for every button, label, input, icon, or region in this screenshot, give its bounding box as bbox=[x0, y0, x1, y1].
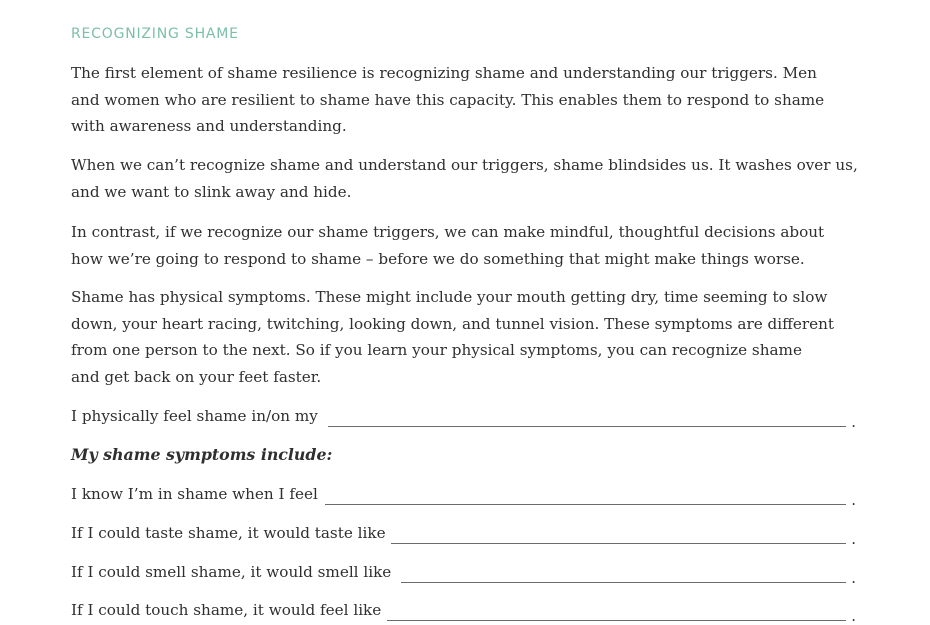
line-terminator: . bbox=[851, 413, 856, 431]
line-terminator: . bbox=[851, 607, 856, 625]
paragraph-line: how we’re going to respond to shame – before we do something that might make things worse. bbox=[71, 249, 805, 268]
shame-feel-field bbox=[71, 481, 866, 507]
shame-smell-label: If I could smell shame, it would smell like bbox=[71, 563, 392, 581]
shame-feel-input-line[interactable] bbox=[325, 504, 846, 505]
physical-feel-field bbox=[71, 403, 866, 429]
shame-taste-label: If I could taste shame, it would taste like bbox=[71, 524, 386, 542]
paragraph-intro bbox=[71, 60, 824, 140]
paragraph-contrast bbox=[71, 219, 824, 272]
shame-touch-input-line[interactable] bbox=[387, 620, 846, 621]
line-terminator: . bbox=[851, 491, 856, 509]
paragraph-line: from one person to the next. So if you learn your physical symptoms, you can recognize shame bbox=[71, 341, 802, 359]
line-terminator: . bbox=[851, 569, 856, 587]
paragraph-line: In contrast, if we recognize our shame triggers, we can make mindful, thoughtful decisions about bbox=[71, 223, 825, 241]
shame-smell-field bbox=[71, 559, 866, 585]
paragraph-line: and women who are resilient to shame have this capacity. This enables them to respond to shame bbox=[71, 90, 825, 109]
paragraph-line: down, your heart racing, twitching, looking down, and tunnel vision. These symptoms are different bbox=[71, 314, 835, 333]
paragraph-line: Shame has physical symptoms. These might include your mouth getting dry, time seeming to slow bbox=[71, 288, 828, 306]
shame-touch-field bbox=[71, 597, 866, 623]
paragraph-line: with awareness and understanding. bbox=[71, 117, 347, 135]
symptoms-subheading: My shame symptoms include: bbox=[71, 445, 333, 464]
paragraph-physical-symptoms bbox=[71, 284, 834, 390]
shame-touch-label: If I could touch shame, it would feel like bbox=[71, 601, 382, 619]
physical-feel-input-line[interactable] bbox=[328, 426, 846, 427]
physical-feel-label: I physically feel shame in/on my bbox=[71, 407, 318, 425]
shame-feel-label: I know I’m in shame when I feel bbox=[71, 485, 318, 503]
shame-smell-input-line[interactable] bbox=[401, 582, 846, 583]
paragraph-line: and we want to slink away and hide. bbox=[71, 182, 352, 201]
paragraph-blindsides bbox=[71, 152, 858, 205]
paragraph-line: When we can’t recognize shame and understand our triggers, shame blindsides us. It washes over us, bbox=[71, 156, 858, 174]
paragraph-line: The first element of shame resilience is recognizing shame and understanding our triggers. Men bbox=[71, 64, 817, 82]
shame-taste-field bbox=[71, 520, 866, 546]
shame-taste-input-line[interactable] bbox=[391, 543, 846, 544]
line-terminator: . bbox=[851, 530, 856, 548]
paragraph-line: and get back on your feet faster. bbox=[71, 367, 322, 386]
section-heading: RECOGNIZING SHAME bbox=[71, 26, 239, 42]
